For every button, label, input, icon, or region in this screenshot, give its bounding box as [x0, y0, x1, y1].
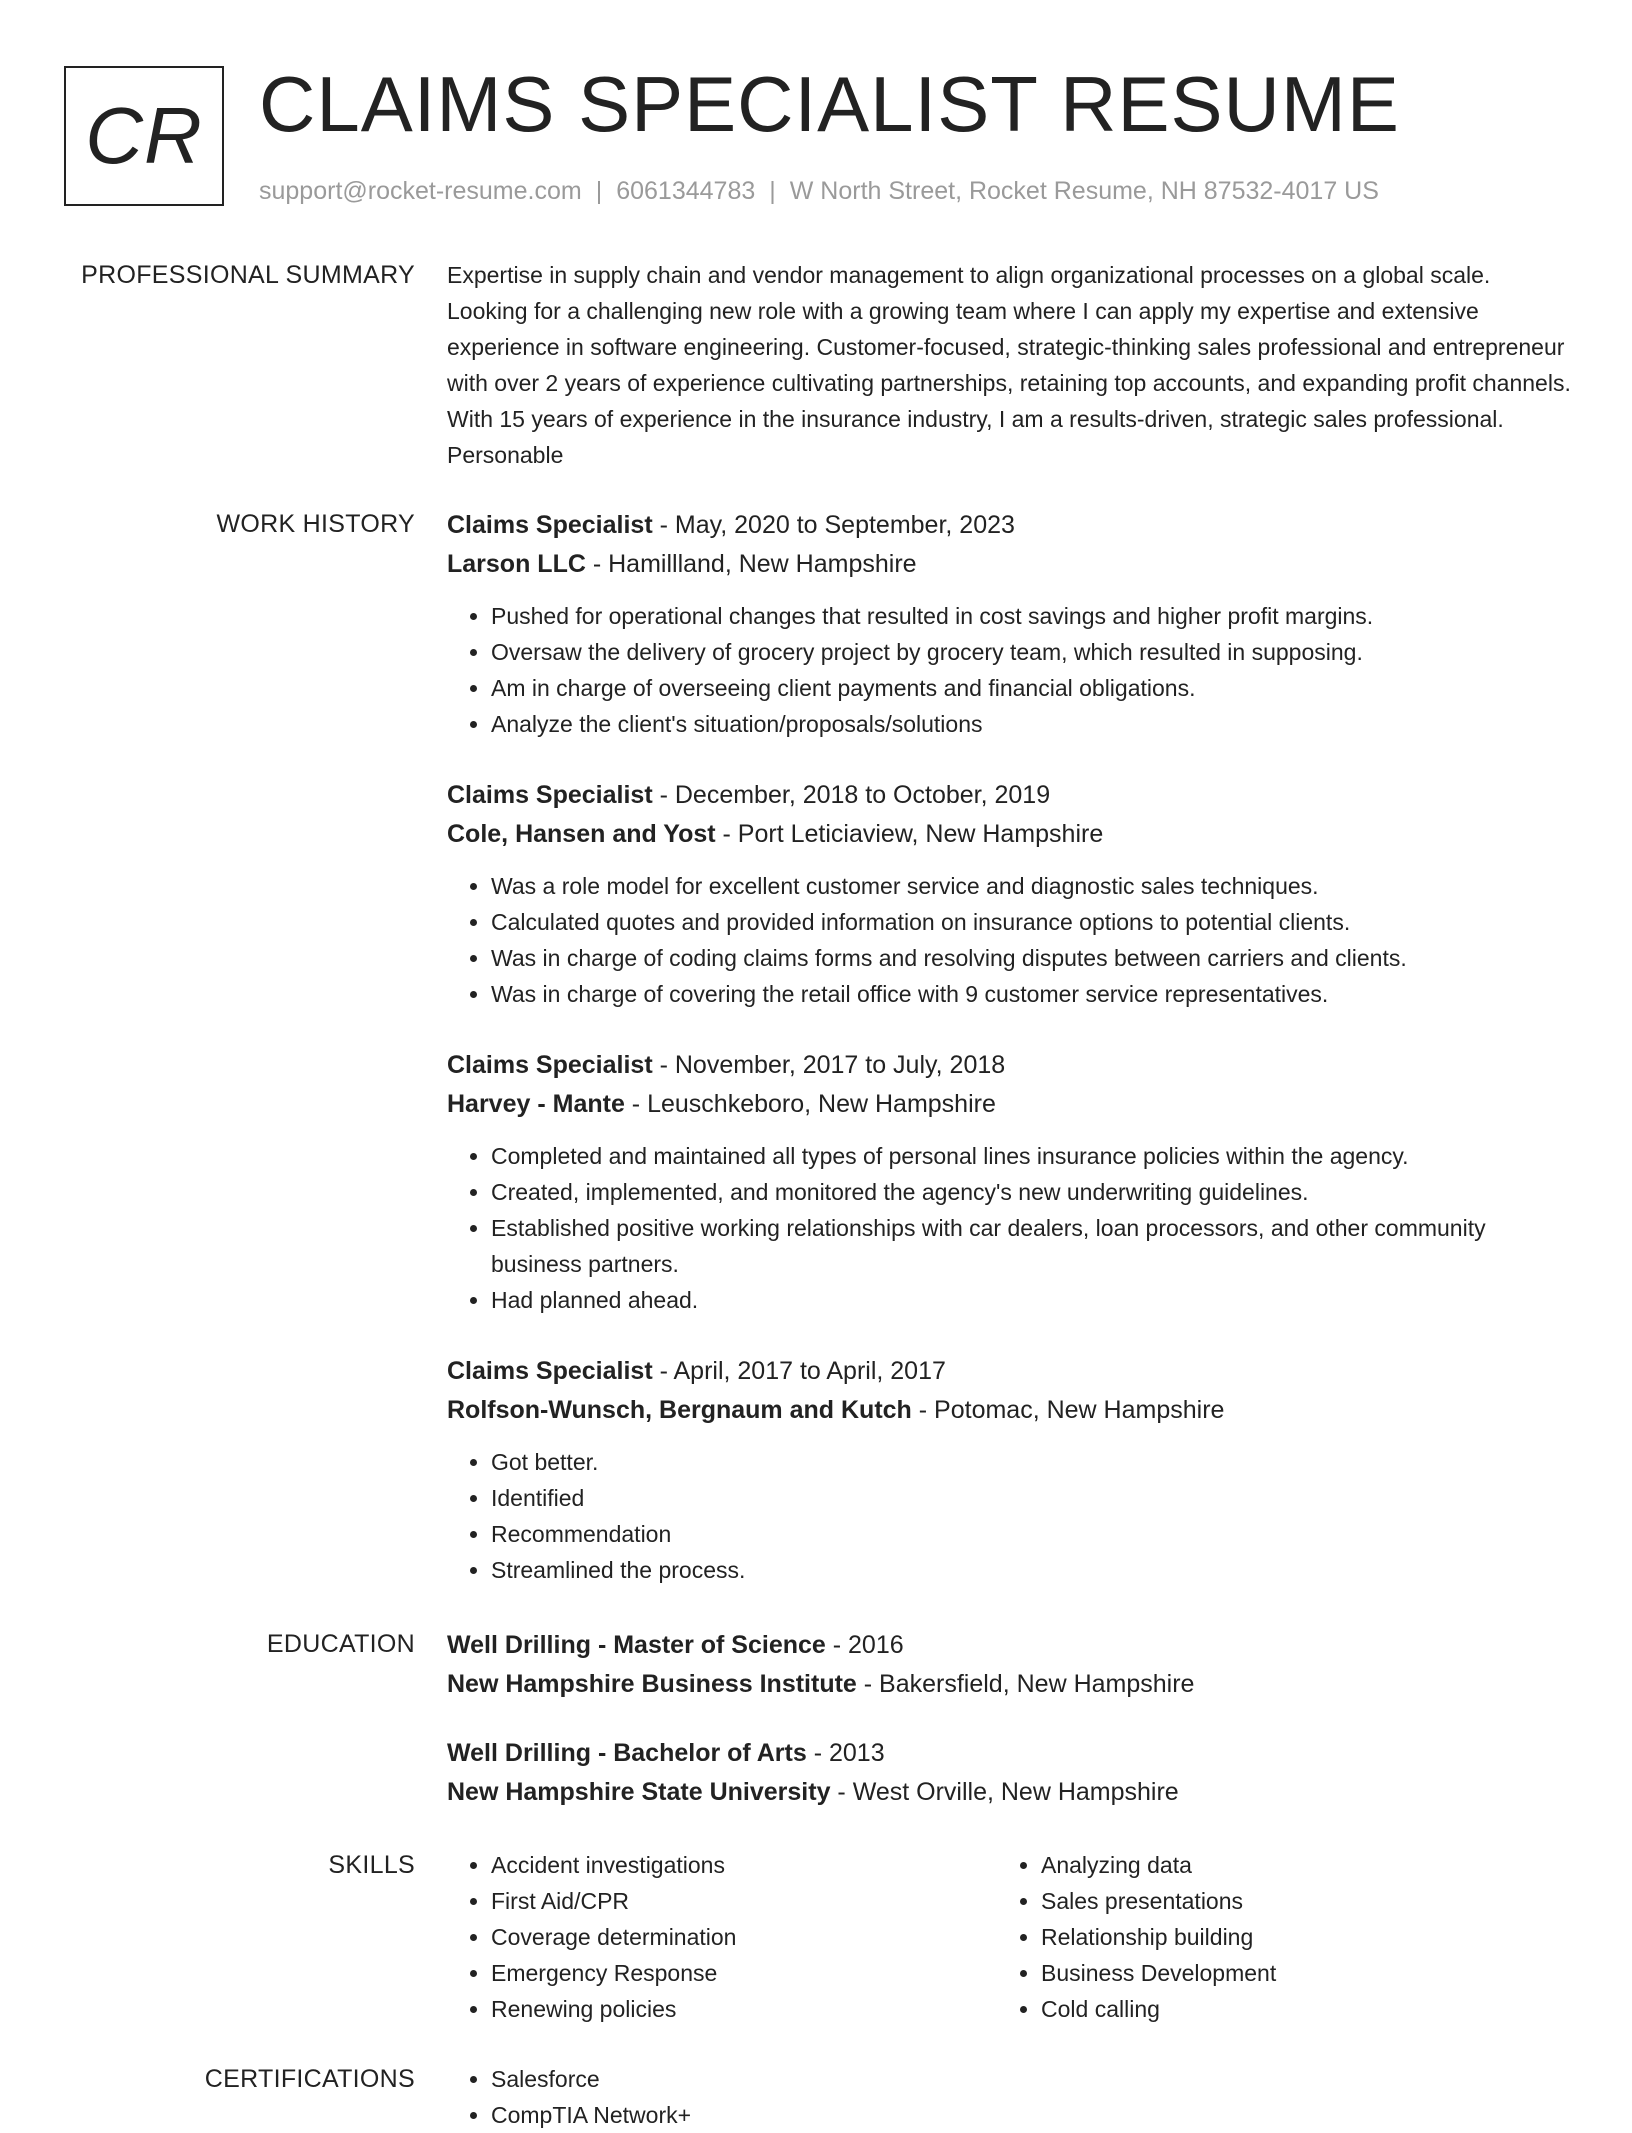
list-item: • Business Development — [1041, 1955, 1547, 1991]
section-label: CERTIFICATIONS — [204, 2065, 415, 2093]
list-item: • Renewing policies — [491, 1991, 997, 2027]
job-title: Claims Specialist — [447, 511, 653, 539]
contact-line — [259, 174, 1379, 209]
job-company: Harvey - Mante — [447, 1090, 625, 1118]
list-item: • CompTIA Network+ — [491, 2097, 1577, 2133]
contact-separator: | — [769, 177, 776, 205]
list-item: • Analyzing data — [1041, 1847, 1547, 1883]
list-item: • Established positive working relationships with car dealers, loan processors, and other community business partners. — [491, 1210, 1577, 1282]
education-degree: Well Drilling - Master of Science — [447, 1631, 826, 1659]
job-title: Claims Specialist — [447, 1051, 653, 1079]
job-dates: - November, 2017 to July, 2018 — [652, 1051, 1006, 1079]
section-body — [447, 506, 1577, 1622]
list-item: • Got better. — [491, 1444, 1577, 1480]
list-item: • Salesforce — [491, 2061, 1577, 2097]
education-degree-line — [447, 1734, 1577, 1773]
list-item: • Had planned ahead. — [491, 1282, 1577, 1318]
education-degree: Well Drilling - Bachelor of Arts — [447, 1739, 807, 1767]
job-company-line — [447, 1085, 1577, 1124]
job-bullets — [447, 598, 1577, 742]
job-entry — [447, 1046, 1577, 1318]
list-item: • Am in charge of overseeing client payments and financial obligations. — [491, 670, 1577, 706]
list-item: • Completed and maintained all types of personal lines insurance policies within the agency. — [491, 1138, 1577, 1174]
education-school-line — [447, 1773, 1577, 1812]
education-year: - 2013 — [806, 1739, 885, 1767]
education-degree-line — [447, 1626, 1577, 1665]
job-title-line — [447, 1352, 1577, 1391]
list-item: • Relationship building — [1041, 1919, 1547, 1955]
skills-column-right — [997, 1847, 1547, 2027]
section-body — [447, 1626, 1577, 1812]
list-item: • Created, implemented, and monitored the agency's new underwriting guidelines. — [491, 1174, 1577, 1210]
job-dates: - May, 2020 to September, 2023 — [652, 511, 1015, 539]
contact-separator: | — [595, 177, 603, 205]
list-item: • Coverage determination — [491, 1919, 997, 1955]
job-company: Rolfson-Wunsch, Bergnaum and Kutch — [447, 1396, 912, 1424]
list-item: • Pushed for operational changes that resulted in cost savings and higher profit margins. — [491, 598, 1577, 634]
contact-email: support@rocket-resume.com — [259, 177, 582, 205]
section-body — [447, 2061, 1577, 2133]
list-item: • Was in charge of coding claims forms and resolving disputes between carriers and clients. — [491, 940, 1577, 976]
job-title-line — [447, 776, 1577, 815]
resume-header — [64, 60, 1584, 216]
monogram-box: CR — [64, 66, 224, 206]
contact-address: W North Street, Rocket Resume, NH 87532-4017 US — [789, 177, 1379, 205]
education-school: New Hampshire Business Institute — [447, 1670, 857, 1698]
job-entry — [447, 1352, 1577, 1588]
job-entry — [447, 776, 1577, 1012]
job-dates: - December, 2018 to October, 2019 — [652, 781, 1051, 809]
list-item: • Was in charge of covering the retail office with 9 customer service representatives. — [491, 976, 1577, 1012]
list-item: • Emergency Response — [491, 1955, 997, 1991]
job-location: - Hamillland, New Hampshire — [585, 550, 917, 578]
job-entry — [447, 506, 1577, 742]
education-school-line — [447, 1665, 1577, 1704]
list-item: • Streamlined the process. — [491, 1552, 1577, 1588]
education-location: - West Orville, New Hampshire — [830, 1778, 1179, 1806]
job-location: - Port Leticiaview, New Hampshire — [715, 820, 1104, 848]
list-item: • Analyze the client's situation/proposals/solutions — [491, 706, 1577, 742]
list-item: • Sales presentations — [1041, 1883, 1547, 1919]
education-entry — [447, 1734, 1577, 1812]
skills-grid — [447, 1847, 1577, 2027]
list-item: • Cold calling — [1041, 1991, 1547, 2027]
section-body — [447, 257, 1577, 473]
job-title: Claims Specialist — [447, 1357, 653, 1385]
list-item: • First Aid/CPR — [491, 1883, 997, 1919]
education-entry — [447, 1626, 1577, 1704]
job-location: - Leuschkeboro, New Hampshire — [624, 1090, 996, 1118]
job-bullets — [447, 1444, 1577, 1588]
list-item: • Identified — [491, 1480, 1577, 1516]
job-company-line — [447, 815, 1577, 854]
job-dates: - April, 2017 to April, 2017 — [652, 1357, 946, 1385]
list-item: • Accident investigations — [491, 1847, 997, 1883]
job-location: - Potomac, New Hampshire — [911, 1396, 1225, 1424]
section-label: WORK HISTORY — [216, 510, 415, 538]
list-item: • Was a role model for excellent customer service and diagnostic sales techniques. — [491, 868, 1577, 904]
job-company: Larson LLC — [447, 550, 586, 578]
summary-text: Expertise in supply chain and vendor management to align organizational processes on a global scale. Looking for a challenging new role with a growing team where I can apply my expertise and extensive experience in software engineering. Customer-focused, strategic-thinking sales professional and entrepreneur with over 2 years of experience cultivating partnerships, retaining top accounts, and expanding profit channels. With 15 years of experience in the insurance industry, I am a results-driven, strategic sales professional. Personable — [447, 262, 1571, 468]
section-label: SKILLS — [328, 1851, 415, 1879]
job-title-line — [447, 1046, 1577, 1085]
job-company: Cole, Hansen and Yost — [447, 820, 716, 848]
education-location: - Bakersfield, New Hampshire — [856, 1670, 1195, 1698]
job-company-line — [447, 1391, 1577, 1430]
job-title: Claims Specialist — [447, 781, 653, 809]
job-company-line — [447, 545, 1577, 584]
section-label: PROFESSIONAL SUMMARY — [81, 261, 415, 289]
list-item: • Oversaw the delivery of grocery project by grocery team, which resulted in supposing. — [491, 634, 1577, 670]
job-title-line — [447, 506, 1577, 545]
page-title: CLAIMS SPECIALIST RESUME — [259, 60, 1400, 148]
list-item: • Calculated quotes and provided information on insurance options to potential clients. — [491, 904, 1577, 940]
job-bullets — [447, 1138, 1577, 1318]
contact-phone: 6061344783 — [616, 177, 756, 205]
job-bullets — [447, 868, 1577, 1012]
education-year: - 2016 — [825, 1631, 904, 1659]
list-item: • Recommendation — [491, 1516, 1577, 1552]
section-label: EDUCATION — [266, 1630, 415, 1658]
education-school: New Hampshire State University — [447, 1778, 831, 1806]
skills-column-left — [447, 1847, 997, 2027]
